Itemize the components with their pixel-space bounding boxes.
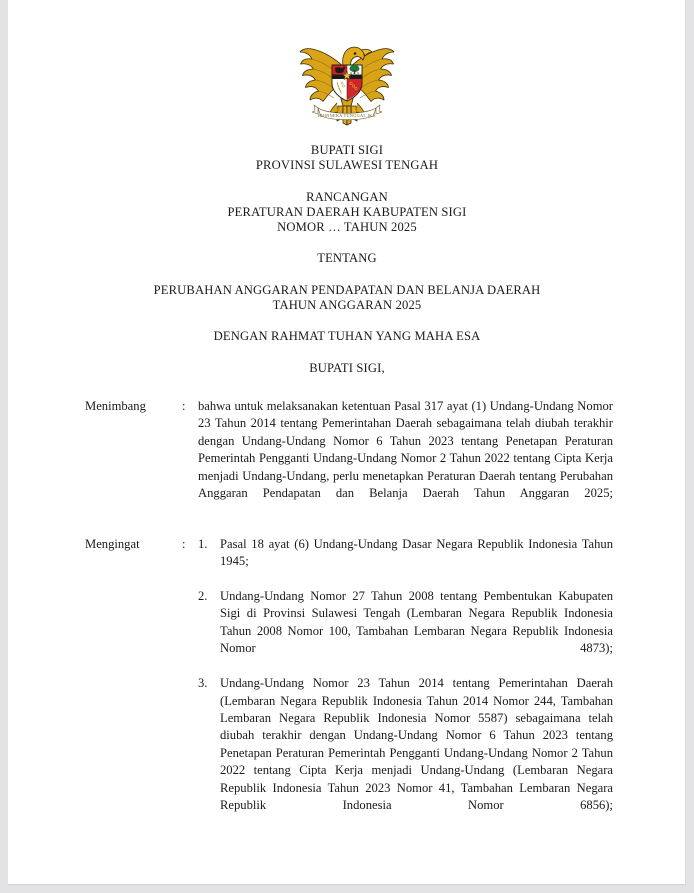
emblem-motto-text: BHINNEKA TUNGGAL IKA — [318, 113, 376, 118]
mengingat-item: Undang-Undang Nomor 23 Tahun 2014 tentang Pemerintahan Daerah (Lembaran Negara Republik Indonesia Tahun 2014 Nomor 244, Tambahan Lembaran Negara Republik Indonesia Nomor 5587) sebagaimana telah diubah terakhir dengan Undang-Undang Nomor 6 Tahun 2023 tentang Penetapan Peraturan Pemerintah Pengganti Undang-Undang Nomor 2 Tahun 2022 tentang Cipta Kerja menjadi Undang-Undang (Lembaran Negara Republik Indonesia Tahun 2023 Nomor 41, Tambahan Lembaran Negara Republik Indonesia Nomor 6856); — [220, 676, 613, 812]
clause-mengingat — [8, 536, 686, 832]
heading-rahmat-tuhan: DENGAN RAHMAT TUHAN YANG MAHA ESA — [213, 329, 481, 344]
clause-mengingat-label: Mengingat — [85, 536, 140, 551]
clause-mengingat-body — [198, 536, 613, 832]
heading-provinsi: PROVINSI SULAWESI TENGAH — [255, 158, 439, 173]
heading-nomor-tahun: NOMOR … TAHUN 2025 — [277, 220, 417, 235]
clause-section — [8, 398, 686, 832]
garuda-pancasila-icon — [295, 33, 399, 131]
clause-menimbang-body — [198, 398, 613, 520]
heading-bupati-sigi-signature: BUPATI SIGI, — [309, 360, 385, 375]
heading-gap-3 — [8, 267, 686, 283]
heading-gap-2 — [8, 235, 686, 251]
heading-subject-line-1: PERUBAHAN ANGGARAN PENDAPATAN DAN BELANJA DAERAH — [153, 282, 541, 297]
clause-menimbang-label: Menimbang — [85, 399, 146, 413]
mengingat-item: Pasal 18 ayat (6) Undang-Undang Dasar Negara Republik Indonesia Tahun 1945; — [220, 536, 613, 569]
heading-gap-5 — [8, 345, 686, 361]
heading-tentang: TENTANG — [317, 251, 377, 266]
document-heading-block — [8, 143, 686, 376]
document-page — [8, 0, 686, 885]
clause-menimbang — [8, 398, 686, 520]
mengingat-item: Undang-Undang Nomor 27 Tahun 2008 tentang Pembentukan Kabupaten Sigi di Provinsi Sulawesi Tengah (Lembaran Negara Republik Indonesia Tahun 2008 Nomor 100, Tambahan Lembaran Negara Republik Indonesia Nomor 4873); — [220, 589, 613, 656]
heading-gap-4 — [8, 313, 686, 329]
heading-gap-1 — [8, 174, 686, 190]
emblem-container — [8, 33, 686, 131]
clause-menimbang-text: bahwa untuk melaksanakan ketentuan Pasal 317 ayat (1) Undang-Undang Nomor 23 Tahun 2014 tentang Pemerintahan Daerah sebagaimana telah diubah terakhir dengan Undang-Undang Nomor 6 Tahun 2023 tentang Penetapan Peraturan Pemerintah Pengganti Undang-Undang Nomor 2 Tahun 2022 tentang Cipta Kerja menjadi Undang-Undang, perlu menetapkan Peraturan Daerah tentang Perubahan Anggaran Pendapatan dan Belanja Daerah Tahun Anggaran 2025; — [198, 399, 613, 501]
heading-subject-line-2: TAHUN ANGGARAN 2025 — [272, 298, 422, 313]
heading-bupati-sigi: BUPATI SIGI — [310, 143, 384, 157]
heading-peraturan-daerah: PERATURAN DAERAH KABUPATEN SIGI — [227, 204, 467, 219]
clause-menimbang-colon: : — [182, 399, 186, 413]
clause-mengingat-colon: : — [182, 536, 186, 551]
clause-mengingat-list — [198, 536, 613, 832]
heading-rancangan: RANCANGAN — [306, 189, 388, 204]
